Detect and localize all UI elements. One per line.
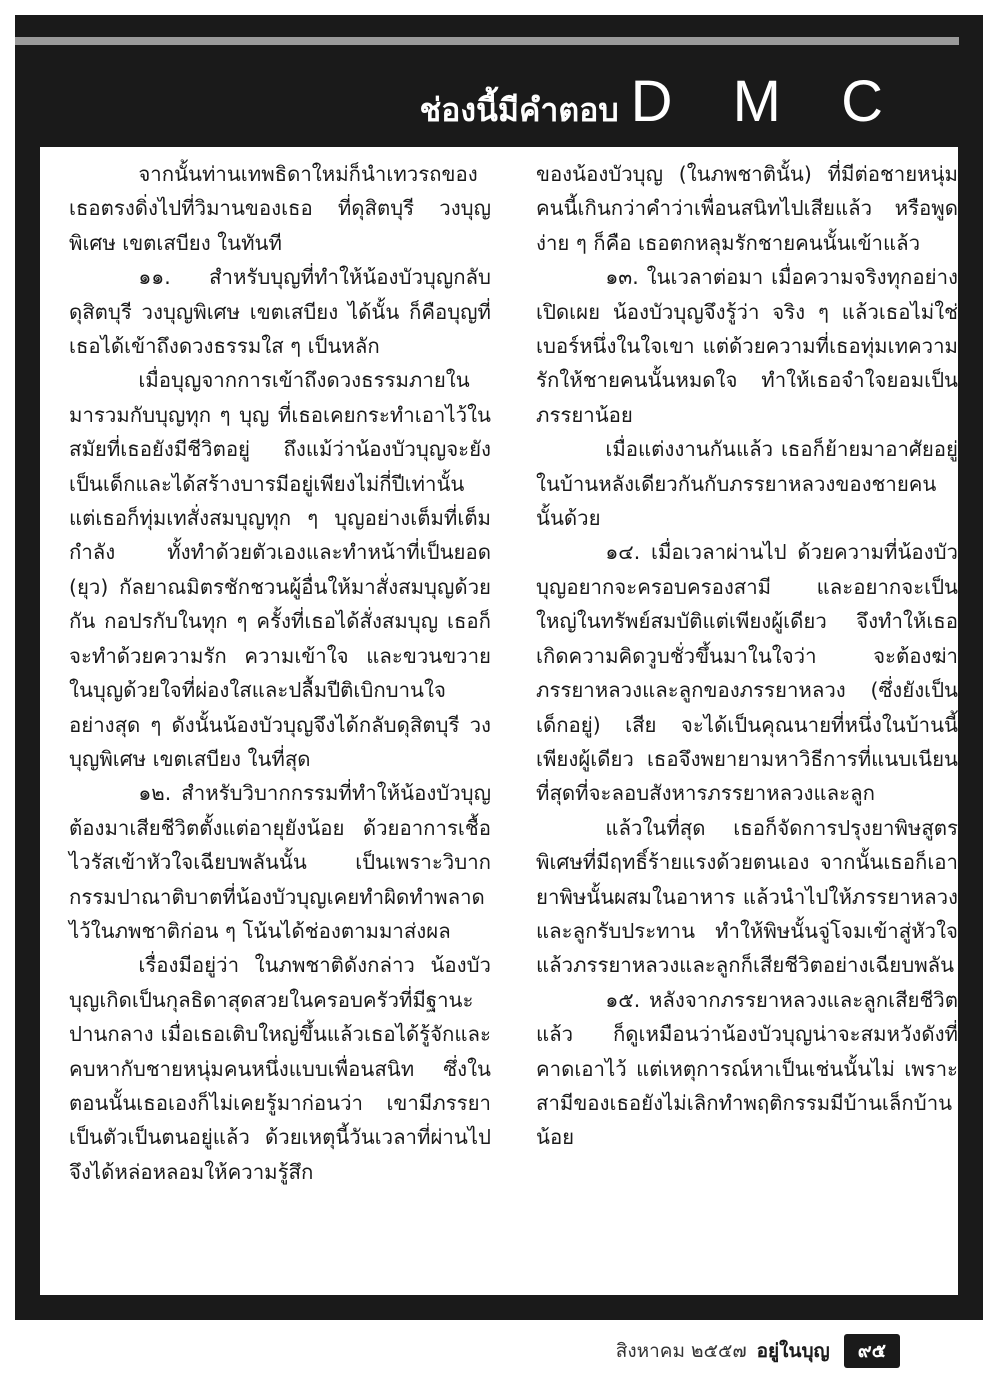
right-column [536, 157, 958, 1155]
paragraph: แล้วในที่สุด เธอก็จัดการปรุงยาพิษสูตรพิเศษที่มีฤทธิ์ร้ายแรงด้วยตนเอง จากนั้นเธอก็เอายาพิษนั้นผสมในอาหาร แล้วนำไปให้ภรรยาหลวงและลูกรับประทาน ทำให้พิษนั้นจู่โจมเข้าสู่หัวใจ แล้วภรรยาหลวงและลูกก็เสียชีวิตอย่างเฉียบพลัน [536, 815, 958, 978]
page-footer [616, 1334, 900, 1368]
left-column [69, 157, 491, 1189]
issue-date: สิงหาคม ๒๕๕๗ [615, 1340, 747, 1362]
paragraph: จากนั้นท่านเทพธิดาใหม่ก็นำเทวรถของเธอตรงดิ่งไปที่วิมานของเธอ ที่ดุสิตบุรี วงบุญพิเศษ เขตเสบียง ในทันที [69, 162, 491, 255]
paragraph: ๑๒. สำหรับวิบากกรรมที่ทำให้น้องบัวบุญต้องมาเสียชีวิตตั้งแต่อายุยังน้อย ด้วยอาการเชื้อไวรัสเข้าหัวใจเฉียบพลันนั้น เป็นเพราะวิบากกรรมปาณาติบาตที่น้องบัวบุญเคยทำผิดทำพลาดไว้ในภพชาติก่อน ๆ โน้นได้ช่องตามมาส่งผล [69, 781, 491, 943]
paragraph: ของน้องบัวบุญ (ในภพชาตินั้น) ที่มีต่อชายหนุ่มคนนี้เกินกว่าคำว่าเพื่อนสนิทไปเสียแล้ว หรือพูดง่าย ๆ ก็คือ เธอตกหลุมรักชายคนนั้นเข้าแล้ว [536, 162, 958, 255]
section-title: ช่องนี้มีคำตอบ [419, 91, 619, 129]
paragraph: เมื่อแต่งงานกันแล้ว เธอก็ย้ายมาอาศัยอยู่ในบ้านหลังเดียวกันกับภรรยาหลวงของชายคนนั้นด้วย [536, 437, 958, 531]
paragraph: ๑๓. ในเวลาต่อมา เมื่อความจริงทุกอย่างเปิดเผย น้องบัวบุญจึงรู้ว่า จริง ๆ แล้วเธอไม่ใช่เบอร์หนึ่งในใจเขา แต่ด้วยความที่เธอทุ่มเทความรักให้ชายคนนั้นหมดใจ ทำให้เธอจำใจยอมเป็นภรรยาน้อย [536, 265, 958, 427]
paragraph: ๑๕. หลังจากภรรยาหลวงและลูกเสียชีวิตแล้ว ก็ดูเหมือนว่าน้องบัวบุญน่าจะสมหวังดังที่คาดเอาไว้ แต่เหตุการณ์หาเป็นเช่นนั้นไม่ เพราะสามีของเธอยังไม่เลิกทำพฤติกรรมมีบ้านเล็กบ้านน้อย [536, 987, 958, 1150]
page-number: ๙๕ [844, 1334, 900, 1368]
magazine-name: อยู่ในบุญ [756, 1340, 830, 1362]
section-brand: D M C [630, 69, 905, 134]
top-divider-bar [15, 37, 959, 45]
paragraph: ๑๔. เมื่อเวลาผ่านไป ด้วยความที่น้องบัวบุญอยากจะครอบครองสามี และอยากจะเป็นใหญ่ในทรัพย์สมบัติแต่เพียงผู้เดียว จึงทำให้เธอเกิดความคิดวูบชั่วขึ้นมาในใจว่า จะต้องฆ่าภรรยาหลวงและลูกของภรรยาหลวง (ซึ่งยังเป็นเด็กอยู่) เสีย จะได้เป็นคุณนายที่หนึ่งในบ้านนี้เพียงผู้เดียว เธอจึงพยายามหาวิธีการที่แนบเนียนที่สุดที่จะลอบสังหารภรรยาหลวงและลูก [536, 540, 958, 806]
section-header [419, 68, 905, 136]
paragraph: เรื่องมีอยู่ว่า ในภพชาติดังกล่าว น้องบัวบุญเกิดเป็นกุลธิดาสุดสวยในครอบครัวที่มีฐานะปานกลาง เมื่อเธอเติบใหญ่ขึ้นแล้วเธอได้รู้จักและคบหากับชายหนุ่มคนหนึ่งแบบเพื่อนสนิท ซึ่งในตอนนั้นเธอเองก็ไม่เคยรู้มาก่อนว่า เขามีภรรยาเป็นตัวเป็นตนอยู่แล้ว ด้วยเหตุนี้วันเวลาที่ผ่านไปจึงได้หล่อหลอมให้ความรู้สึก [69, 953, 491, 1184]
paragraph: เมื่อบุญจากการเข้าถึงดวงธรรมภายในมารวมกับบุญทุก ๆ บุญ ที่เธอเคยกระทำเอาไว้ในสมัยที่เธอยังมีชีวิตอยู่ ถึงแม้ว่าน้องบัวบุญจะยังเป็นเด็กและได้สร้างบารมีอยู่เพียงไม่กี่ปีเท่านั้น แต่เธอก็ทุ่มเทสั่งสมบุญทุก ๆ บุญอย่างเต็มที่เต็มกำลัง ทั้งทำด้วยตัวเองและทำหน้าที่เป็นยอด (ยุว) กัลยาณมิตรชักชวนผู้อื่นให้มาสั่งสมบุญด้วยกัน กอปรกับในทุก ๆ ครั้งที่เธอได้สั่งสมบุญ เธอก็จะทำด้วยความรัก ความเข้าใจ และขวนขวายในบุญด้วยใจที่ผ่องใสและปลื้มปีติเบิกบานใจอย่างสุด ๆ ดังนั้นน้องบัวบุญจึงได้กลับดุสิตบุรี วงบุญพิเศษ เขตเสบียง ในที่สุด [69, 368, 491, 771]
article-body [40, 147, 958, 1295]
paragraph: ๑๑. สำหรับบุญที่ทำให้น้องบัวบุญกลับดุสิตบุรี วงบุญพิเศษ เขตเสบียง ได้นั้น ก็คือบุญที่เธอได้เข้าถึงดวงธรรมใส ๆ เป็นหลัก [69, 265, 491, 359]
